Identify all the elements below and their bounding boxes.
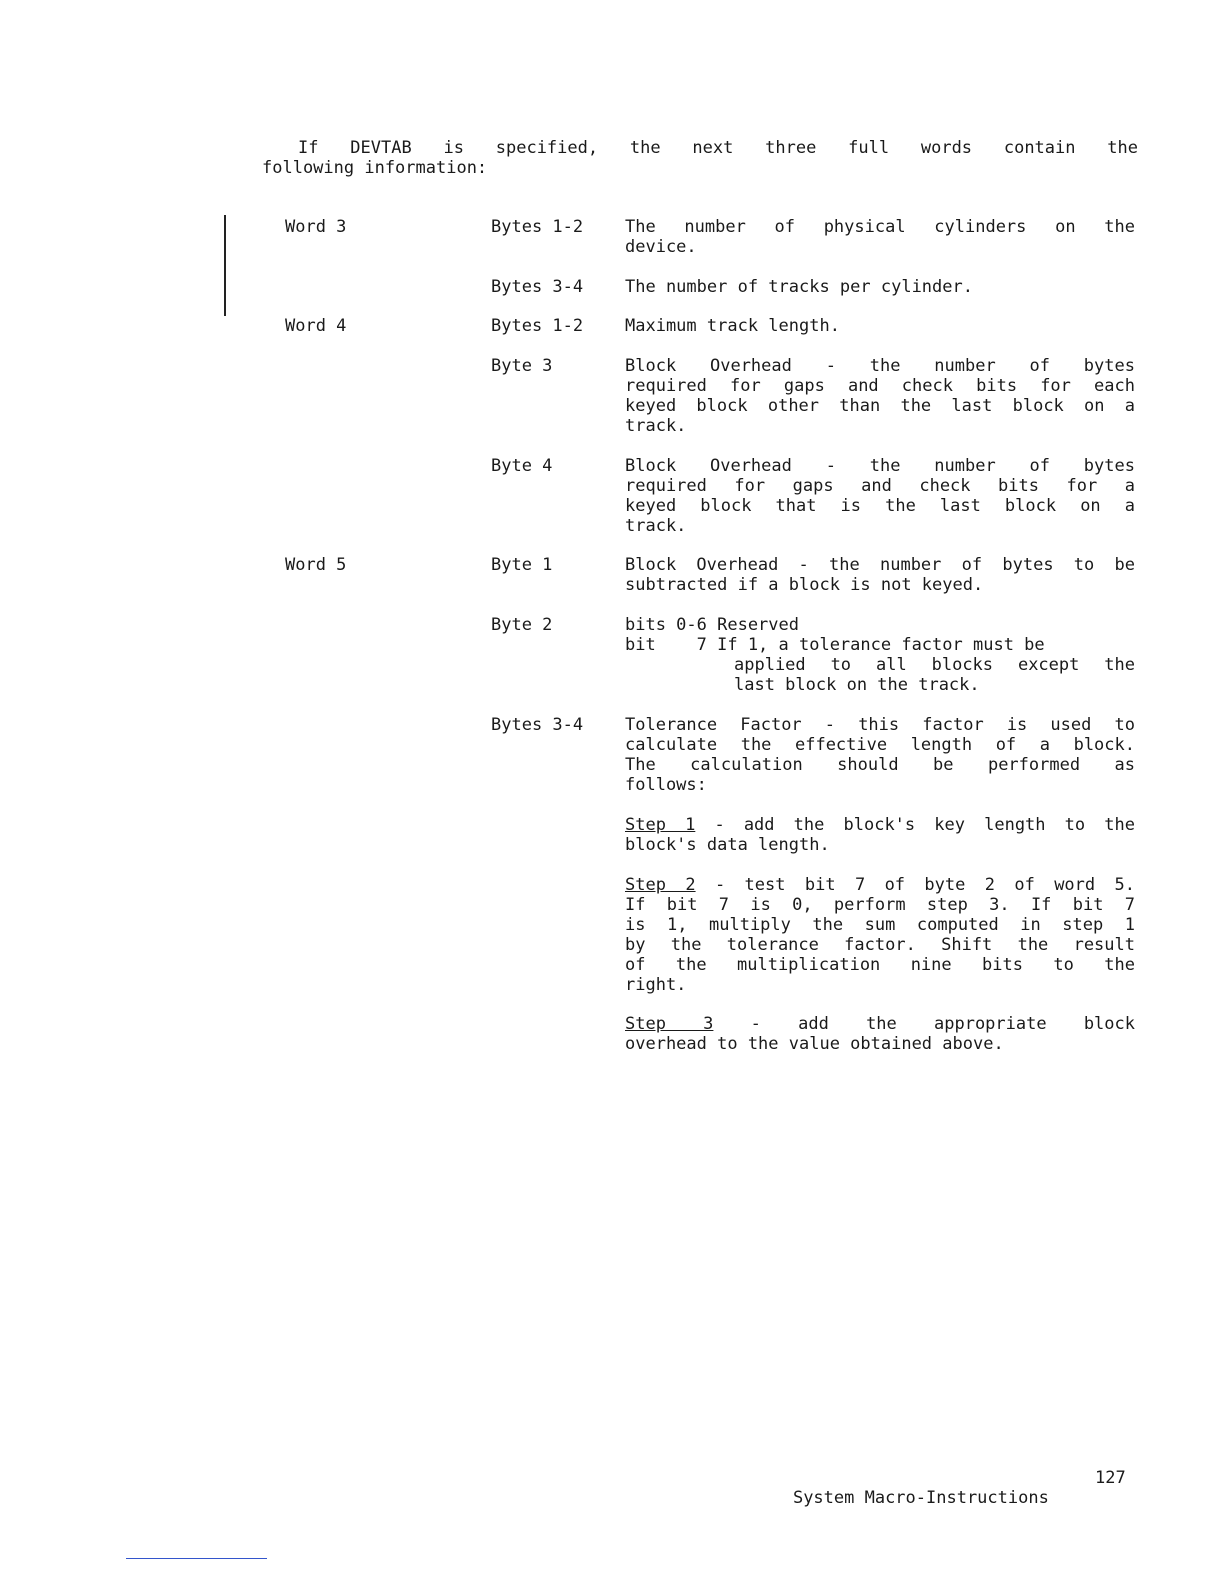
field-description [625,456,1135,536]
bit-row: last block on the track. [734,675,980,695]
step-line: If bit 7 is 0, perform step 3. If bit 7 [625,895,1135,915]
bottom-rule [126,1558,267,1559]
byte-label: Byte 1 [491,555,553,575]
description-line: Maximum track length. [625,316,840,336]
description-line: Block Overhead - the number of bytes to be [625,555,1135,575]
step-line [625,875,1135,895]
description-line: Block Overhead - the number of bytes [625,456,1135,476]
step-line: of the multiplication nine bits to the [625,955,1135,975]
word-3-label: Word 3 [285,217,347,237]
step-line [625,1014,1135,1034]
description-line: track. [625,516,687,536]
description-line: The calculation should be performed as [625,755,1135,775]
field-description [625,316,1135,336]
byte-label: Byte 4 [491,456,553,476]
bit-continuation [625,655,1135,695]
description-line: keyed block other than the last block on a [625,396,1135,416]
step-text: - test bit 7 of byte 2 of word 5. [695,875,1135,895]
bit-definitions [625,615,1135,695]
step-heading: Step 3 [625,1014,714,1034]
description-line: device. [625,237,697,257]
step-line: overhead to the value obtained above. [625,1034,1004,1054]
step-text: - add the appropriate block [713,1014,1135,1034]
step-line: by the tolerance factor. Shift the result [625,935,1135,955]
step-line: block's data length. [625,835,830,855]
footer-title: System Macro-Instructions [792,1488,1049,1508]
byte-label: Bytes 1-2 [491,316,584,336]
field-description [625,555,1135,595]
bit-row: applied to all blocks except the [734,655,1135,675]
word-5-label: Word 5 [285,555,347,575]
word-4-label: Word 4 [285,316,347,336]
byte-label: Byte 2 [491,615,553,635]
description-line: keyed block that is the last block on a [625,496,1135,516]
step-3-paragraph [625,1014,1135,1054]
intro-line-1: If DEVTAB is specified, the next three full words contain the [298,138,1138,158]
step-line: is 1, multiply the sum computed in step 1 [625,915,1135,935]
description-line: required for gaps and check bits for a [625,476,1135,496]
step-2-paragraph [625,875,1135,995]
byte-label: Byte 3 [491,356,553,376]
field-description [625,715,1135,795]
bit-row: bit 7 If 1, a tolerance factor must be [625,635,1045,655]
page-footer [752,1468,1126,1548]
intro-paragraph [262,138,1138,178]
description-line: track. [625,416,687,436]
bit-row: bits 0-6 Reserved [625,615,799,635]
description-line: follows: [625,775,707,795]
description-line: calculate the effective length of a block. [625,735,1135,755]
description-line: required for gaps and check bits for each [625,376,1135,396]
step-text: - add the block's key length to the [695,815,1135,835]
description-line: Tolerance Factor - this factor is used to [625,715,1135,735]
field-description [625,277,1135,297]
intro-line-2: following information: [262,158,488,178]
field-description [625,217,1135,257]
step-heading: Step 2 [625,875,696,895]
description-line: subtracted if a block is not keyed. [625,575,984,595]
revision-change-bar [224,215,226,316]
description-line: The number of tracks per cylinder. [625,277,973,297]
step-line: right. [625,975,687,995]
page-number: 127 [1095,1468,1126,1488]
description-line: Block Overhead - the number of bytes [625,356,1135,376]
byte-label: Bytes 3-4 [491,715,584,735]
step-heading: Step 1 [625,815,696,835]
step-line [625,815,1135,835]
description-line: The number of physical cylinders on the [625,217,1135,237]
field-description [625,356,1135,436]
step-1-paragraph [625,815,1135,855]
byte-label: Bytes 3-4 [491,277,584,297]
byte-label: Bytes 1-2 [491,217,584,237]
